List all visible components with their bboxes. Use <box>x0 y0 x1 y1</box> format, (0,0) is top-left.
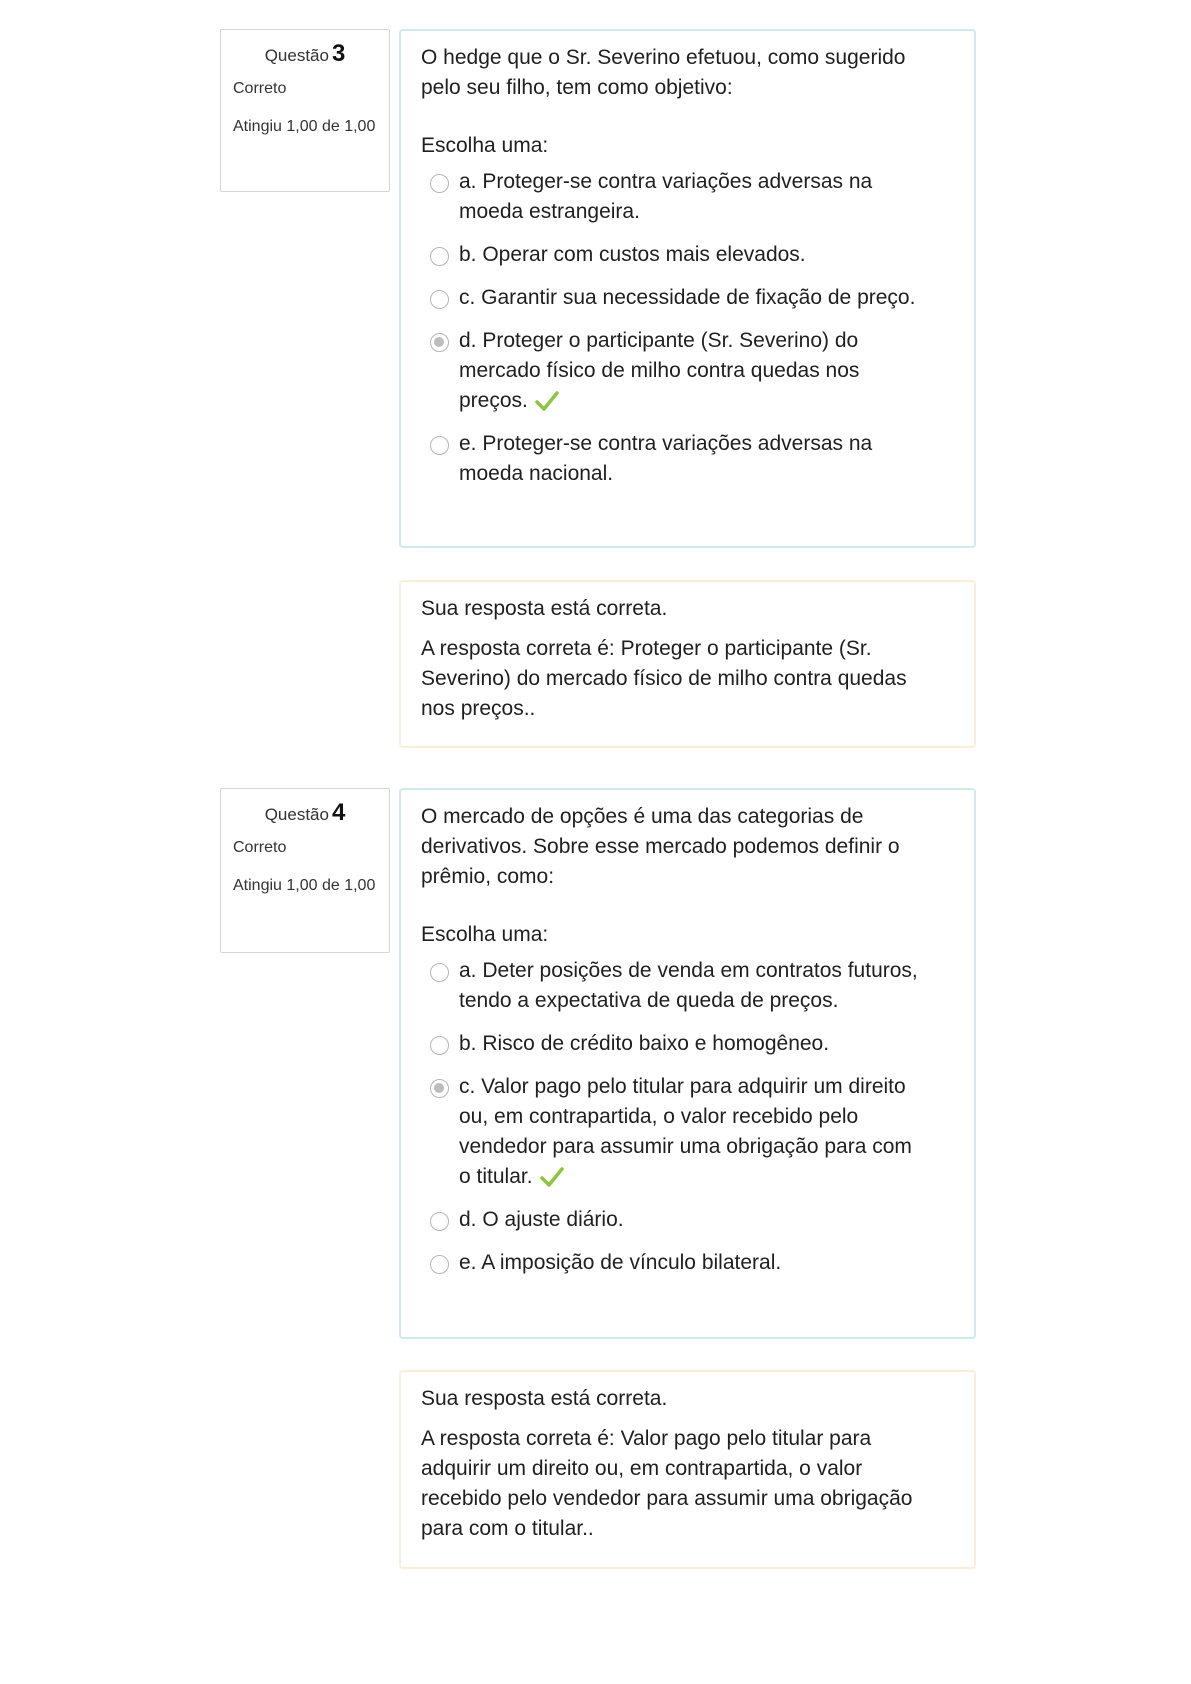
answer-prompt: Escolha uma: <box>421 134 549 157</box>
question-grade: Atingiu 1,00 de 1,00 <box>233 118 376 135</box>
answer-options <box>421 167 954 489</box>
answer-option-e[interactable]: e. Proteger-se contra variações adversas na moeda nacional. <box>421 429 929 489</box>
answer-option-d[interactable]: d. Proteger o participante (Sr. Severino) do mercado físico de milho contra quedas nos preços. <box>421 326 929 416</box>
feedback-status: Sua resposta está correta. <box>421 1387 668 1410</box>
radio-button[interactable] <box>430 290 449 309</box>
answer-option-b[interactable]: b. Risco de crédito baixo e homogêneo. <box>421 1029 929 1059</box>
question-grade: Atingiu 1,00 de 1,00 <box>233 877 376 894</box>
question-number: Questão 4 <box>264 799 346 826</box>
answer-option-a[interactable]: a. Deter posições de venda em contratos futuros, tendo a expectativa de queda de preços. <box>421 956 929 1016</box>
answer-option-c[interactable]: c. Garantir sua necessidade de fixação de preço. <box>421 283 929 313</box>
radio-button[interactable] <box>430 963 449 982</box>
radio-button-selected[interactable] <box>430 1079 449 1098</box>
feedback-3 <box>399 580 976 748</box>
feedback-4 <box>399 1370 976 1569</box>
answer-option-a[interactable]: a. Proteger-se contra variações adversas na moeda estrangeira. <box>421 167 929 227</box>
radio-button-selected[interactable] <box>430 333 449 352</box>
correct-check-icon <box>534 389 560 413</box>
question-state: Correto <box>233 80 287 97</box>
question-number: Questão 3 <box>264 40 346 67</box>
answer-options <box>421 956 954 1278</box>
answer-option-e[interactable]: e. A imposição de vínculo bilateral. <box>421 1248 929 1278</box>
feedback-status: Sua resposta está correta. <box>421 597 668 620</box>
question-info-4 <box>220 788 390 953</box>
radio-button[interactable] <box>430 174 449 193</box>
answer-option-c[interactable]: c. Valor pago pelo titular para adquirir um direito ou, em contrapartida, o valor recebido pelo vendedor para assumir uma obrigação para com o titular. <box>421 1072 929 1192</box>
question-info-3 <box>220 29 390 192</box>
answer-option-b[interactable]: b. Operar com custos mais elevados. <box>421 240 929 270</box>
question-formulation-3 <box>399 29 976 548</box>
correct-check-icon <box>539 1165 565 1189</box>
question-text: O hedge que o Sr. Severino efetuou, como sugerido pelo seu filho, tem como objetivo: <box>421 46 906 99</box>
feedback-correct-answer: A resposta correta é: Proteger o participante (Sr. Severino) do mercado físico de milho contra quedas nos preços.. <box>421 637 907 720</box>
question-formulation-4 <box>399 788 976 1339</box>
answer-option-d[interactable]: d. O ajuste diário. <box>421 1205 929 1235</box>
radio-button[interactable] <box>430 1036 449 1055</box>
radio-button[interactable] <box>430 247 449 266</box>
question-text: O mercado de opções é uma das categorias de derivativos. Sobre esse mercado podemos definir o prêmio, como: <box>421 805 900 888</box>
feedback-correct-answer: A resposta correta é: Valor pago pelo titular para adquirir um direito ou, em contrapartida, o valor recebido pelo vendedor para assumir uma obrigação para com o titular.. <box>421 1427 913 1540</box>
radio-button[interactable] <box>430 436 449 455</box>
question-state: Correto <box>233 839 287 856</box>
radio-button[interactable] <box>430 1212 449 1231</box>
radio-button[interactable] <box>430 1255 449 1274</box>
answer-prompt: Escolha uma: <box>421 923 549 946</box>
